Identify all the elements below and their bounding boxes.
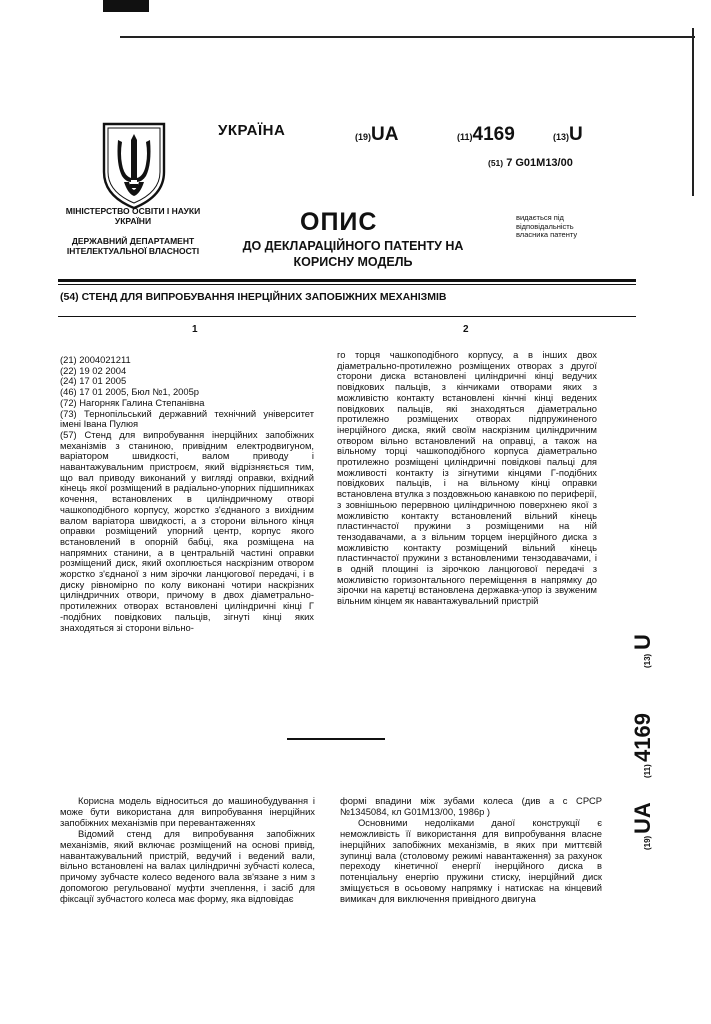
claim-text-part-2: го торця чашкоподібного корпусу, а в інших двох діаметрально-протилежно розміщених отворах з другої сторони диска встановлені циліндричні кінці ведучих повідкових пальців, з кінчиками отворами яких з можливістю контакту встановлені кінчні кінці ведених повідкових пальців, які знаходяться діаметрально протилежно розміщених отворах підпружиненого інерційного диска, який своїм наскрізним циліндричним отвором вільно встановлений на оправці, а також на вільному торці чашкоподібного корпуса діаметрально протилежно розміщені циліндричні повідкові пальці для можливості контакту із зігнутими кінцями Г-подібних повідкових пальців, і на вільному кінці оправки встановлена втулка з поздовжньою канавкою по периферії, з зовнішньою перервною циліндричною поверхнею якої з можливістю контакту встановлений вільний кінець пластинчастої пружини з розміщеними на ній тензодавачами, а з вільним торцем інерційного диска з можливістю контакту розміщений вільний кінець пластинчастої пружини з встановленими тензодавачами, і в одній площині із зірочкою ланцюгової передачі з можливістю горизонтального переміщення в напрямку до зірочки на каретці встановлена державка-упор із звуженим вільним кінцем як навантажувальний пристрій (337, 349, 597, 607)
header-rule-thin (58, 284, 636, 285)
side-prefix-19: (19) (643, 835, 652, 850)
trident-coat-of-arms-icon (98, 120, 170, 210)
ipc-value: 7 G01M13/00 (506, 157, 573, 169)
side-prefix-11: (11) (643, 764, 652, 778)
biblio-field-72: (72) Нагорняк Галина Степанівна (60, 396, 205, 408)
side-publication-stamp (620, 600, 660, 850)
column-number-1: 1 (192, 324, 198, 335)
invention-title: (54) СТЕНД ДЛЯ ВИПРОБУВАННЯ ІНЕРЦІЙНИХ ЗАПОБІЖНИХ МЕХАНІЗМІВ (60, 291, 447, 303)
country-code (355, 124, 398, 146)
column-number-2: 2 (463, 324, 469, 335)
frame-line-right (692, 28, 694, 196)
patent-number (457, 124, 515, 146)
description-column-right (340, 796, 602, 905)
side-prefix-13: (13) (643, 653, 652, 668)
frame-line-top (120, 36, 695, 38)
section-divider (287, 738, 385, 740)
claims-column-left (60, 355, 314, 633)
ipc-prefix: (51) (488, 158, 504, 168)
header-rule-thick (58, 279, 636, 282)
description-paragraph-2: Відомий стенд для випробування запобіжних механізмів, який включає розміщений на основі привід, навантажувальний пристрій, ведучий і ведений вали, вільно встановлені на валах циліндричні зубчасті колеса, причому зубчасте колесо веденого вала зв'язане з ним з допомогою регульованої муфти зчеплення, і засіб для фіксації зубчастого колеса має форму, яка відповідає (60, 827, 315, 905)
description-paragraph-4: Основними недоліками даної конструкції є неможливість її використання для випробування власне інерційних запобіжних механізмів, в яких при миттєвій зупинці вала (столовому режимі навантаження) за рахунок переходу кінетичної енергії інерційного диска в потенціальну енергію пружини стиску, інерційний диск зміщується в осьовому напрямку і натискає на кінцевий вимикач для виключення привідного двигуна (340, 816, 602, 905)
biblio-field-21: (21) 2004021211 (60, 354, 131, 365)
issued-note: видається під відповідальність власника патенту (516, 213, 578, 239)
document-subtitle: ДО ДЕКЛАРАЦІЙНОГО ПАТЕНТУ НА КОРИСНУ МОДЕЛЬ (242, 239, 464, 269)
biblio-field-24: (24) 17 01 2005 (60, 375, 127, 387)
ministry-name: МІНІСТЕРСТВО ОСВІТИ І НАУКИ УКРАЇНИ (65, 206, 201, 226)
document-title: ОПИС (300, 208, 378, 236)
country-name: УКРАЇНА (218, 122, 286, 139)
biblio-field-22: (22) 19 02 2004 (60, 364, 127, 376)
description-paragraph-3: формі впадини між зубами колеса (див а с СРСР №1345084, кл G01M13/00, 1986р ) (340, 795, 602, 817)
description-paragraph-1: Корисна модель відноситься до машинобудування і може бути використана для випробування інерційних запобіжних механізмів при перевантаженнях (60, 795, 315, 828)
title-rule (58, 316, 636, 317)
patent-number-value: 4169 (472, 124, 515, 145)
side-patent-number: 4169 (630, 713, 655, 762)
department-name: ДЕРЖАВНИЙ ДЕПАРТАМЕНТ ІНТЕЛЕКТУАЛЬНОЇ ВЛАСНОСТІ (66, 236, 200, 256)
side-kind-code: U (630, 634, 655, 650)
biblio-field-46: (46) 17 01 2005, Бюл №1, 2005р (60, 386, 200, 398)
patent-number-prefix: (11) (457, 132, 473, 142)
claims-column-right (337, 350, 597, 607)
scan-mark (103, 0, 149, 12)
biblio-field-73: (73) Тернопільський державний технічний університет імені Івана Пулюя (60, 407, 314, 430)
country-code-value: UA (371, 124, 399, 145)
side-country-code: UA (630, 802, 655, 834)
claim-text-part-1: (57) Стенд для випробування інерційних запобіжних механізмів з станиною, привідним електродвигуном, варіатором швидкості, валом приводу і навантажувальним пристроєм, який відрізняється тим, що вал приводу виконаний у вигляді оправки, вхідний кінець якої розміщений в радіально-упорних підшипниках кочення, встановлених в циліндричному отворі чашкоподібного корпусу, жорстко з'єднаного з вихідним валом варіатора швидкості, а з сторони вільного кінця оправки розміщений упорний центр, корпус якого встановлений в опорній бабці, яка розміщена на напрямних станини, а в центральній частині оправки розміщений диск, який охоплюється наскрізним отвором жорстко з'єднаної з ним зірочки ланцюгової передачі, і в диску рівномірно по колу виконані чотири наскрізних циліндричних отвори, причому в двох діаметрально-протилежних отворах встановлені циліндричні кінці Г -подібних повідкових пальців, зігнуті кінці яких знаходяться зі сторони вільно- (60, 428, 314, 633)
description-column-left (60, 796, 315, 905)
country-code-prefix: (19) (355, 132, 372, 142)
kind-code-prefix: (13) (553, 132, 570, 142)
kind-code (553, 124, 583, 146)
kind-code-value: U (569, 124, 583, 145)
ipc-classification (488, 157, 573, 169)
